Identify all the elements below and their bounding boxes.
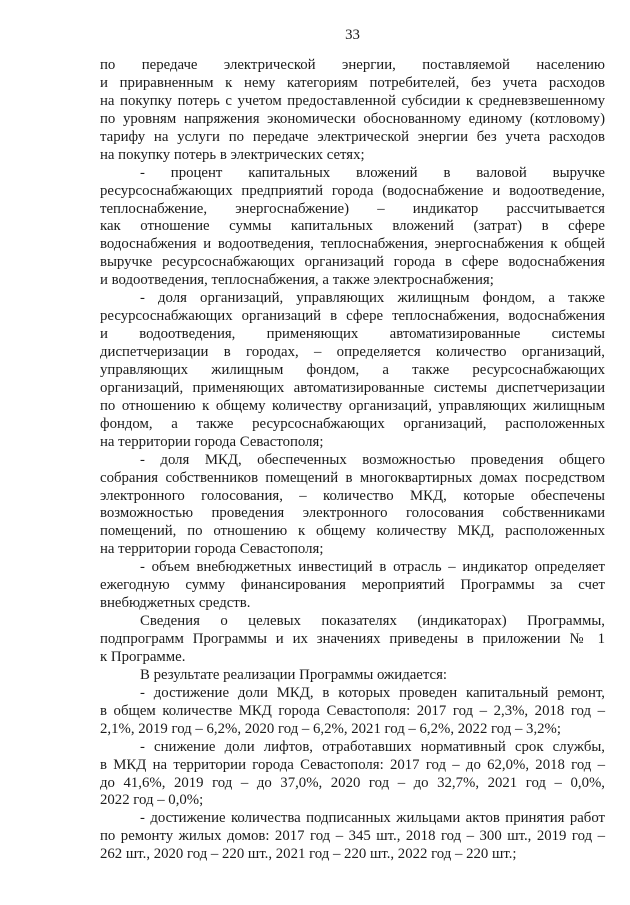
paragraph [100, 739, 605, 811]
paragraph [100, 57, 605, 165]
text-line: в МКД на территории города Севастополя: 2017 год – до 62,0%, 2018 год – [100, 756, 605, 773]
paragraph [100, 667, 605, 685]
text-line: возможностью проведения электронного голосования собственниками [100, 505, 605, 522]
text-line: внебюджетных средств. [100, 595, 251, 612]
text-line: 262 шт., 2020 год – 220 шт., 2021 год – 220 шт., 2022 год – 220 шт.; [100, 846, 517, 863]
text-line: и водоотведения, применяющих автоматизированные системы [100, 326, 605, 343]
text-line: теплоснабжение, энергоснабжение) – индикатор рассчитывается [100, 200, 605, 217]
text-line: электронного голосования, – количество МКД, которые обеспечены [100, 487, 605, 504]
text-line: - снижение доли лифтов, отработавших нормативный срок службы, [140, 738, 605, 755]
paragraph [100, 165, 605, 291]
text-line: ресурсоснабжающих предприятий города (водоснабжение и водоотведение, [100, 182, 605, 199]
text-line: управляющих жилищным фондом, а также ресурсоснабжающих [100, 361, 605, 378]
text-line: - доля организаций, управляющих жилищным фондом, а также [140, 290, 605, 307]
text-line: по уровням напряжения экономически обоснованному единому (котловому) [100, 110, 605, 127]
text-line: - доля МКД, обеспеченных возможностью проведения общего [140, 451, 605, 468]
paragraph [100, 685, 605, 739]
text-line: к Программе. [100, 648, 186, 665]
text-line: водоснабжения и водоотведения, теплоснабжения, энергоснабжения к общей [100, 236, 605, 253]
text-line: в общем количестве МКД города Севастополя: 2017 год – 2,3%, 2018 год – [100, 702, 605, 719]
text-line: на покупку потерь в электрических сетях; [100, 146, 365, 163]
text-line: Сведения о целевых показателях (индикаторах) Программы, [140, 613, 605, 630]
text-line: - достижение количества подписанных жильцами актов принятия работ [140, 810, 605, 827]
text-line: тарифу на услуги по передаче электрической энергии без учета расходов [100, 128, 605, 145]
text-line: и водоотведения, теплоснабжения, а также электроснабжения; [100, 272, 494, 289]
paragraph [100, 559, 605, 613]
text-line: как отношение суммы капитальных вложений (затрат) в сфере [100, 218, 605, 235]
text-line: собрания собственников помещений в многоквартирных домах посредством [100, 469, 605, 486]
text-line: на территории города Севастополя; [100, 433, 324, 450]
text-line: - процент капитальных вложений в валовой выручке [140, 164, 605, 181]
text-line: организаций, применяющих автоматизированные системы диспетчеризации [100, 379, 605, 396]
text-line: В результате реализации Программы ожидается: [140, 666, 447, 683]
text-line: 2,1%, 2019 год – 6,2%, 2020 год – 6,2%, 2021 год – 6,2%, 2022 год – 3,2%; [100, 720, 561, 737]
document-body [100, 57, 605, 864]
text-line: ежегодную сумму финансирования мероприятий Программы за счет [100, 577, 605, 594]
paragraph [100, 290, 605, 451]
paragraph [100, 810, 605, 864]
text-line: на территории города Севастополя; [100, 541, 324, 558]
text-line: фондом, а также ресурсоснабжающих организаций, расположенных [100, 415, 605, 432]
text-line: помещений, по отношению к общему количеству МКД, расположенных [100, 523, 605, 540]
text-line: выручке ресурсоснабжающих организаций города в сфере водоснабжения [100, 254, 605, 271]
text-line: по ремонту жилых домов: 2017 год – 345 шт., 2018 год – 300 шт., 2019 год – [100, 828, 605, 845]
text-line: по передаче электрической энергии, поставляемой населению [100, 57, 605, 73]
paragraph [100, 452, 605, 560]
text-line: - достижение доли МКД, в которых проведен капитальный ремонт, [140, 684, 605, 701]
text-line: ресурсоснабжающих организаций в сфере теплоснабжения, водоснабжения [100, 308, 605, 325]
text-line: до 41,6%, 2019 год – до 37,0%, 2020 год – до 32,7%, 2021 год – 0,0%, [100, 774, 605, 791]
page-number: 33 [345, 27, 360, 43]
text-line: диспетчеризации в городах, – определяется количество организаций, [100, 344, 605, 360]
text-line: подпрограмм Программы и их значениях приведены в приложении № 1 [100, 631, 605, 647]
text-line: - объем внебюджетных инвестиций в отрасль – индикатор определяет [140, 559, 605, 576]
text-line: 2022 год – 0,0%; [100, 792, 204, 809]
text-line: на покупку потерь с учетом предоставленной субсидии к средневзвешенному [100, 92, 605, 109]
text-line: и приравненным к нему категориям потребителей, без учета расходов [100, 74, 605, 91]
text-line: по отношению к общему количеству организаций, управляющих жилищным [100, 397, 605, 414]
paragraph [100, 613, 605, 667]
